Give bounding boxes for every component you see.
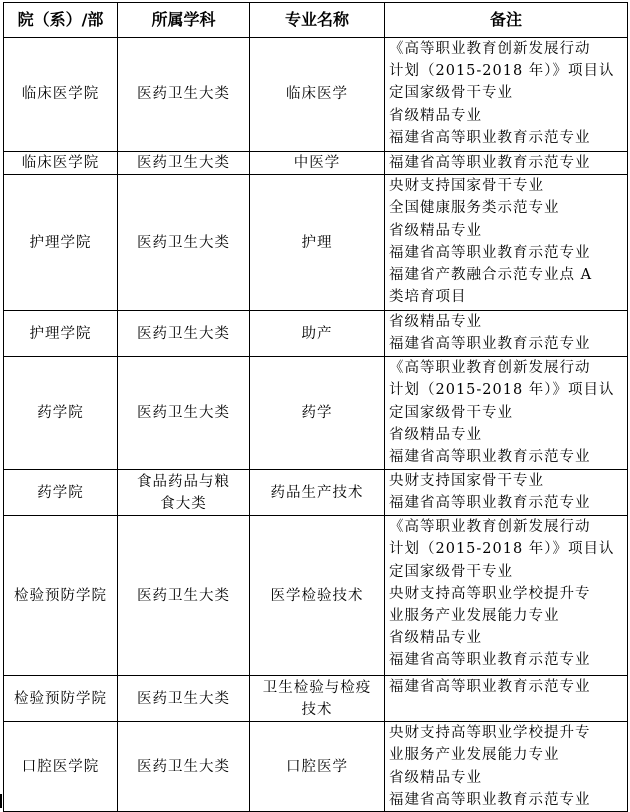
edge-mark [0, 794, 2, 808]
note-line: 定国家级骨干专业 [389, 404, 513, 421]
note-line: 福建省高等职业教育示范专业 [389, 155, 591, 171]
subject-cell: 医药卫生大类 [118, 357, 250, 470]
subject-cell: 医药卫生大类 [118, 311, 250, 357]
note-line: 计划（2015-2018 年）》项目认 [389, 541, 615, 558]
note-line: 福建省产教融合示范专业点 A [389, 267, 593, 284]
note-line: 省级精品专业 [389, 426, 482, 443]
table-row [4, 676, 628, 722]
department-cell: 药学院 [4, 470, 118, 516]
note-line: 福建省高等职业教育示范专业 [389, 336, 591, 353]
note-line: 福建省高等职业教育示范专业 [389, 129, 591, 146]
note-line: 业服务产业发展能力专业 [389, 608, 560, 625]
major-cell: 药品生产技术 [250, 470, 385, 516]
notes-cell [385, 676, 628, 722]
note-line: 《高等职业教育创新发展行动 [389, 360, 591, 377]
notes-cell [385, 357, 628, 470]
note-line: 福建省高等职业教育示范专业 [389, 679, 591, 696]
subject-cell: 医药卫生大类 [118, 38, 250, 152]
note-line: 类培育项目 [389, 289, 467, 306]
note-line: 定国家级骨干专业 [389, 85, 513, 102]
header-department: 院（系）/部 [4, 3, 118, 38]
note-line: 定国家级骨干专业 [389, 563, 513, 580]
table-row [4, 311, 628, 357]
majors-table [3, 2, 628, 812]
subject-cell: 医药卫生大类 [118, 516, 250, 676]
header-row [4, 3, 628, 38]
note-line: 福建省高等职业教育示范专业 [389, 791, 591, 808]
major-cell: 助产 [250, 311, 385, 357]
table-row [4, 152, 628, 175]
major-cell: 医学检验技术 [250, 516, 385, 676]
major-cell: 临床医学 [250, 38, 385, 152]
department-cell: 临床医学院 [4, 38, 118, 152]
table-row [4, 357, 628, 470]
note-line: 福建省高等职业教育示范专业 [389, 244, 591, 261]
department-cell: 临床医学院 [4, 152, 118, 175]
note-line: 央财支持高等职业学校提升专 [389, 725, 591, 742]
header-subject: 所属学科 [118, 3, 250, 38]
note-line: 省级精品专业 [389, 630, 482, 647]
note-line: 央财支持高等职业学校提升专 [389, 585, 591, 602]
subject-cell: 食品药品与粮 食大类 [118, 470, 250, 516]
department-cell: 检验预防学院 [4, 676, 118, 722]
notes-cell [385, 516, 628, 676]
note-line: 省级精品专业 [389, 769, 482, 786]
subject-cell: 医药卫生大类 [118, 152, 250, 175]
header-notes: 备注 [385, 3, 628, 38]
note-line: 《高等职业教育创新发展行动 [389, 41, 591, 57]
subject-cell: 医药卫生大类 [118, 175, 250, 311]
note-line: 省级精品专业 [389, 314, 482, 331]
note-line: 福建省高等职业教育示范专业 [389, 652, 591, 669]
table-body [4, 38, 628, 812]
note-line: 计划（2015-2018 年）》项目认 [389, 63, 615, 80]
notes-cell [385, 722, 628, 812]
note-line: 全国健康服务类示范专业 [389, 200, 560, 217]
table-row [4, 38, 628, 152]
department-cell: 护理学院 [4, 175, 118, 311]
notes-cell [385, 175, 628, 311]
notes-cell [385, 311, 628, 357]
note-line: 省级精品专业 [389, 107, 482, 124]
note-line: 央财支持国家骨干专业 [389, 473, 544, 490]
note-line: 福建省高等职业教育示范专业 [389, 495, 591, 512]
major-cell: 口腔医学 [250, 722, 385, 812]
notes-cell [385, 38, 628, 152]
header-major: 专业名称 [250, 3, 385, 38]
table-row [4, 516, 628, 676]
subject-cell: 医药卫生大类 [118, 722, 250, 812]
major-cell: 护理 [250, 175, 385, 311]
table-row [4, 722, 628, 812]
department-cell: 药学院 [4, 357, 118, 470]
note-line: 央财支持国家骨干专业 [389, 178, 544, 195]
notes-cell [385, 470, 628, 516]
department-cell: 护理学院 [4, 311, 118, 357]
department-cell: 检验预防学院 [4, 516, 118, 676]
note-line: 省级精品专业 [389, 222, 482, 239]
subject-cell: 医药卫生大类 [118, 676, 250, 722]
table-row [4, 470, 628, 516]
note-line: 业服务产业发展能力专业 [389, 747, 560, 764]
department-cell: 口腔医学院 [4, 722, 118, 812]
note-line: 福建省高等职业教育示范专业 [389, 449, 591, 466]
major-cell: 中医学 [250, 152, 385, 175]
notes-cell [385, 152, 628, 175]
major-cell: 卫生检验与检疫 技术 [250, 676, 385, 722]
table-row [4, 175, 628, 311]
note-line: 计划（2015-2018 年）》项目认 [389, 382, 615, 399]
note-line: 《高等职业教育创新发展行动 [389, 519, 591, 536]
major-cell: 药学 [250, 357, 385, 470]
